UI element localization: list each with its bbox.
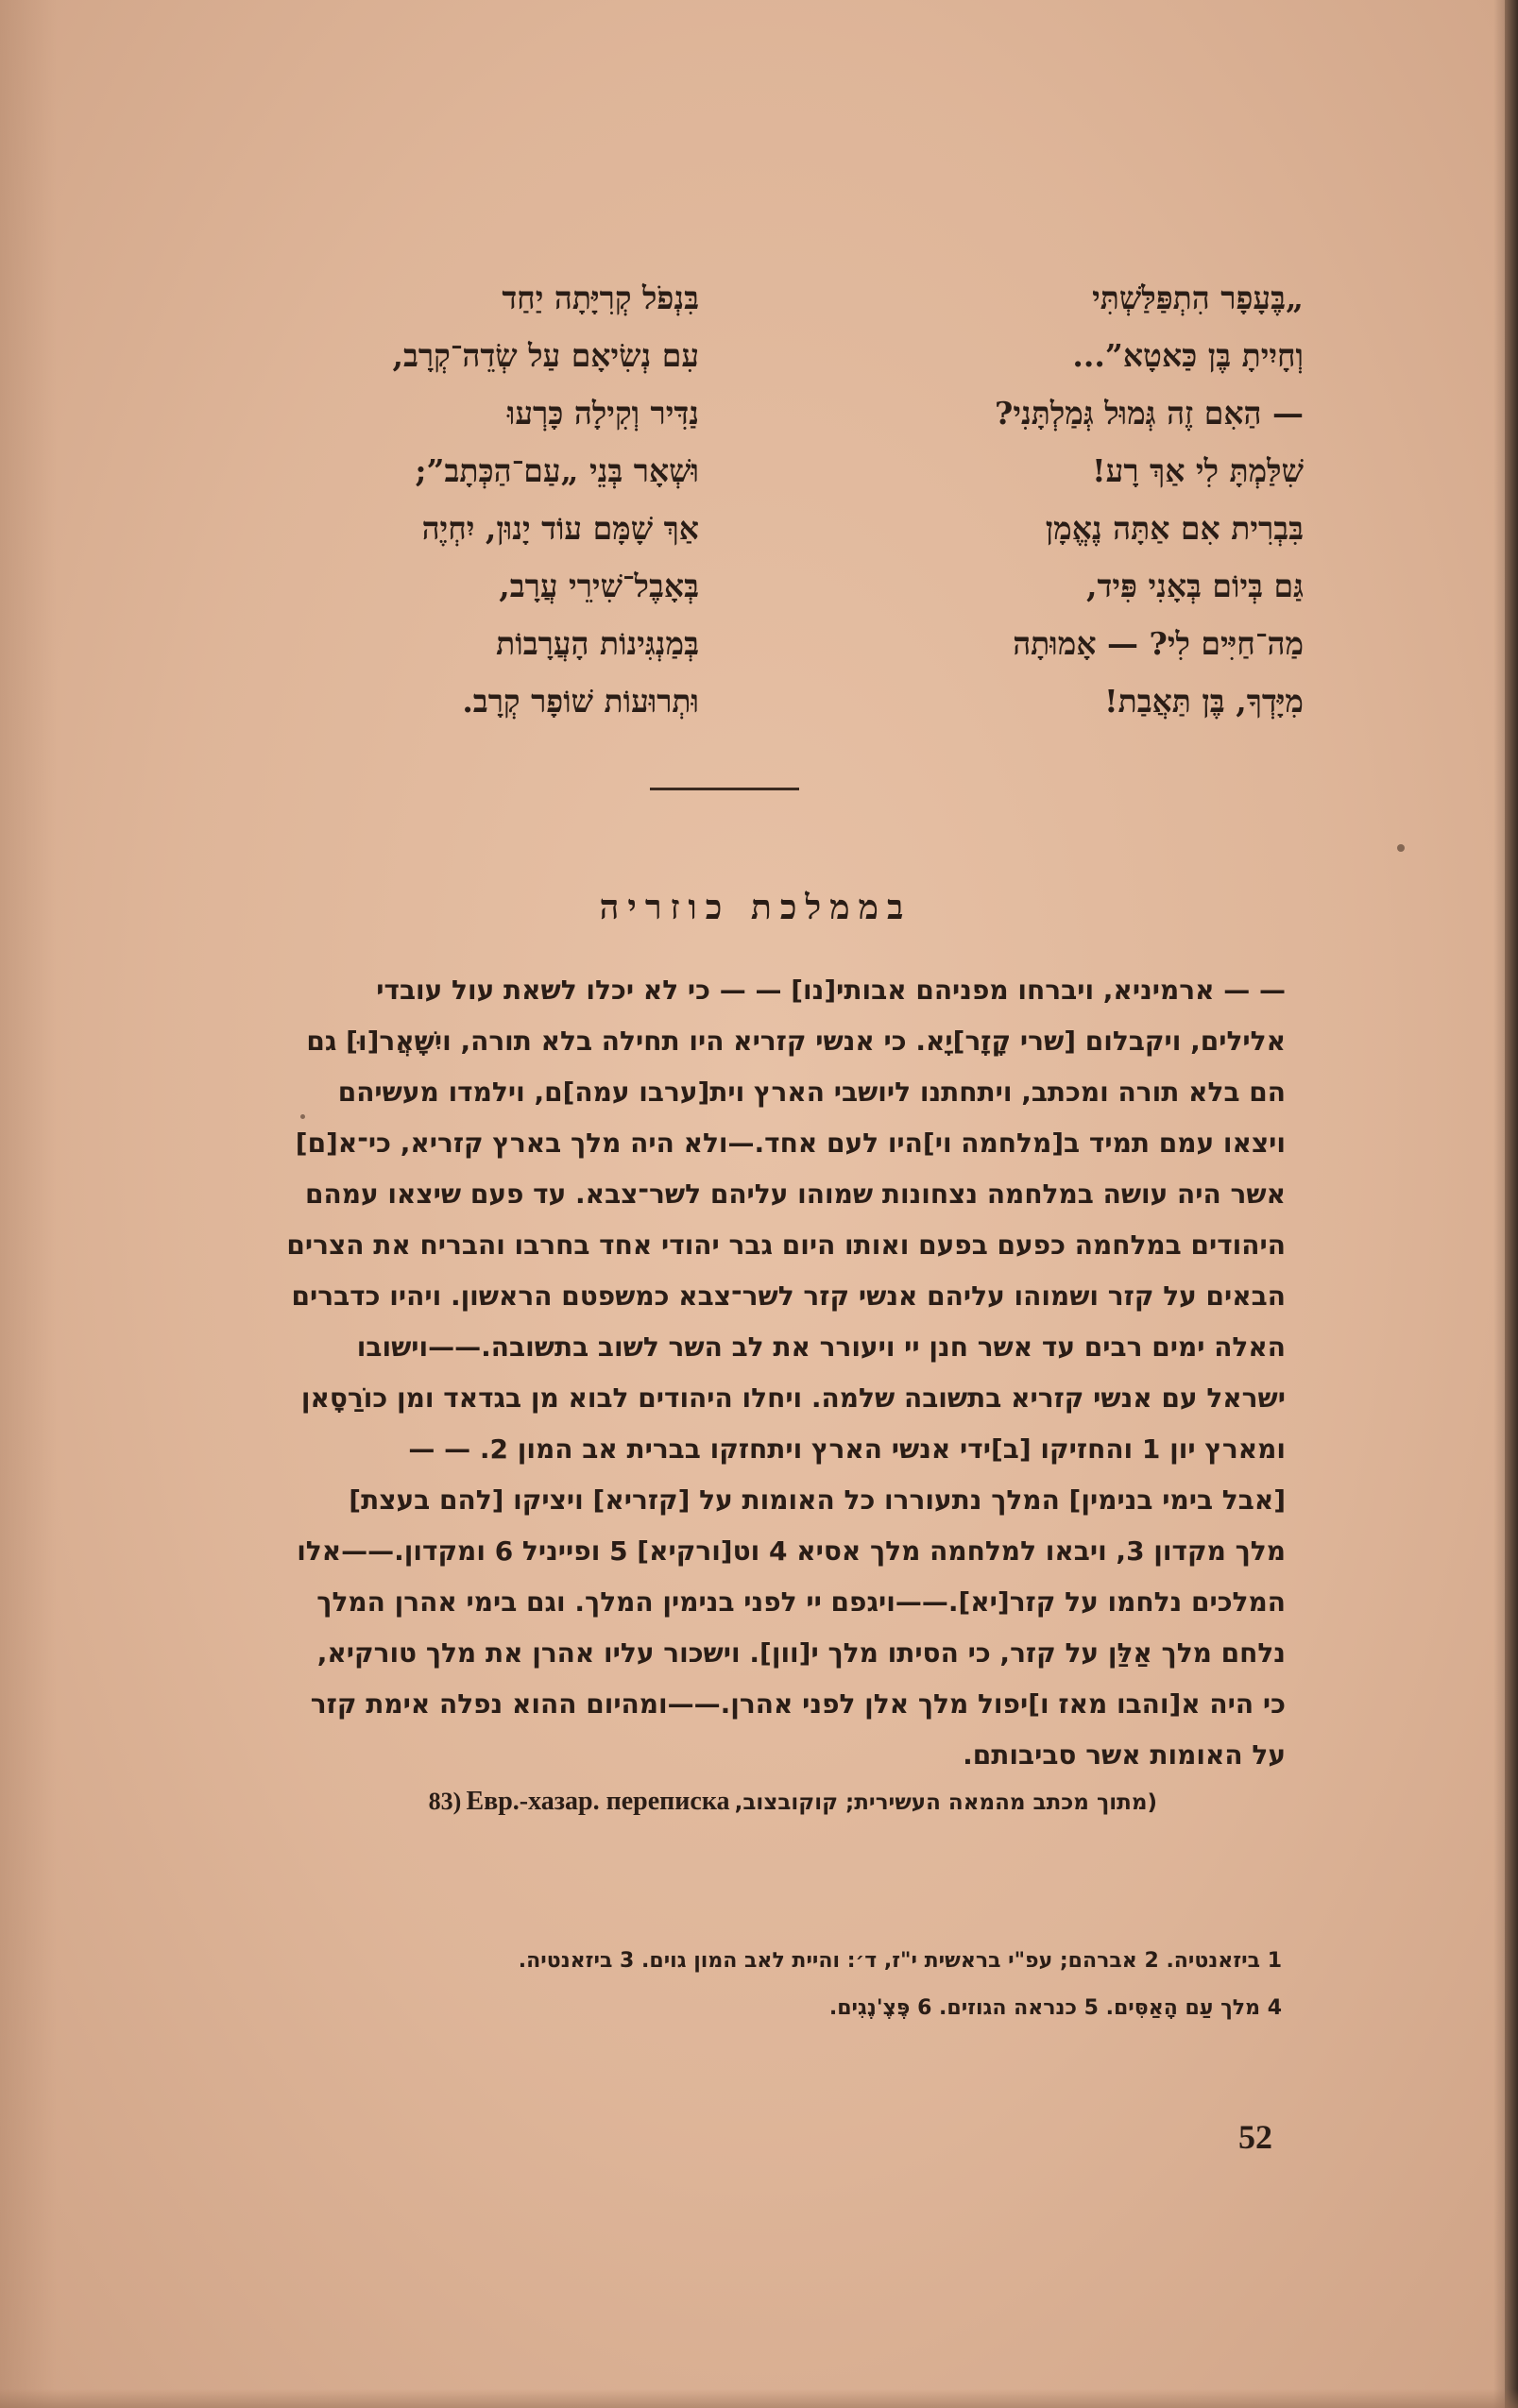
ink-spot [300,1114,305,1119]
section-divider [650,788,799,790]
page-bottom-shadow [0,2389,1518,2408]
footnotes [148,1938,1282,2032]
poem-line: וּתְרוּעוֹת שׁוֹפָר קְרָב. [462,683,699,720]
source-citation-russian: Евр.-хазар. переписка [466,1787,730,1816]
poem [264,269,1304,751]
poem-line: בְּמַנְגִּינוֹת הָעֲרָבוֹת [496,625,699,662]
prose-line: ויצאו עמם תמיד ב[מלחמה וי]היו לעם אחד.—ולא היה מלך בארץ קזריא, כי־א[ם] [295,1128,1286,1159]
prose-line: נלחם מלך אַלַּן על קזר, כי הסיתו מלך י[וון]. וישכור עליו אהרן את מלך טורקיא, [316,1637,1286,1669]
prose-line: הם בלא תורה ומכתב, ויתחתנו ליושבי הארץ וית[ערבו עמה]ם, וילמדו מעשיהם [337,1077,1286,1108]
prose-line: הבאים על קזר ושמוהו עליהם אנשי קזר לשר־צבא כמשפטם הראשון. ויהיו כדברים [291,1280,1286,1312]
prose-line: האלה ימים רבים עד אשר חנן יי ויעורר את לב השר לשוב בתשובה.——וישובו [356,1331,1286,1363]
prose-line: [אבל בימי בנימין] המלך נתעוררו כל האומות על [קזריא] ויציקו [להם בעצת] [349,1484,1286,1516]
poem-line: אַךְ שָׁמָּם עוֹד יָנוּן, יִחְיֶה [421,510,699,547]
poem-line: בִּבְרִית אִם אַתָּה נֶאֱמָן [1045,510,1304,547]
prose-line: מלך מקדון 3, ויבאו למלחמה מלך אסיא 4 וט[ורקיא] 5 ופייניל 6 ומקדון.——אלו [297,1535,1286,1567]
section-heading: בממלכת כוזריה [599,888,913,927]
poem-line: נַדִּיר וְקִילָה כָּרְעוּ [506,395,699,432]
poem-line: „בֶּעָפָר הִתְפַּלַּשְׁתִּי [1092,280,1304,316]
prose-line: ישראל עם אנשי קזריא בתשובה שלמה. ויחלו היהודים לבוא מן בגדאד ומן כוֹרַסָאן [300,1382,1286,1414]
page-number: 52 [1238,2118,1272,2156]
prose-line: המלכים נלחמו על קזר[יא].——ויגפם יי לפני בנימין המלך. וגם בימי אהרן המלך [316,1586,1286,1618]
poem-line: עִם נְשִׂיאָם עַל שְׂדֵה־קְרָב, [392,337,699,374]
poem-column-right [860,269,1304,730]
prose-line: אלילים, ויקבלום [שרי קָזָר]יָא. כי אנשי קזריא היו תחילה בלא תורה, ויִשָּׁאֲר[וּ] גם [306,1026,1286,1057]
poem-line: מַה־חַיִּים לִי? — אָמוּתָה [1013,625,1304,662]
prose-line: אשר היה עושה במלחמה נצחונות שמוהו עליהם לשר־צבא. עד פעם שיצאו עמהם [304,1179,1286,1210]
ink-spot [1397,844,1405,852]
poem-line: וְחָיִיתָ בֶּן כַּאטָא”... [1072,337,1304,374]
prose-line: היהודים במלחמה כפעם בפעם ואותו היום גבר יהודי אחד בחרבו והבריח את הצרים [286,1229,1286,1261]
poem-line: מִיָּדְךָ, בֶּן תַּאֲבַת! [1104,683,1304,720]
prose-line: על האומות אשר סביבותם. [963,1739,1286,1771]
footnote-line: 4 מלך עַם הָאַסִּים. 5 כנראה הגוזים. 6 פֶּצֶ'נֶגִים. [828,1996,1282,2020]
page-edge-shadow [1505,0,1518,2408]
source-citation-hebrew: (מתוך מכתב מהמאה העשירית; קוקובצוב, [734,1790,1157,1815]
prose-line: ומארץ יון 1 והחזיקו [ב]ידי אנשי הארץ ויתחזקו בברית אב המון 2. — — [408,1433,1286,1465]
poem-line: בִּנְפֹל קְרִיָּתָה יַחַד [502,280,699,316]
poem-column-left [255,269,699,730]
poem-line: שִׁלַּמְתָּ לִי אַךְ רָע! [1092,452,1304,489]
prose-line: — — ארמיניא, ויברחו מפניהם אבותי[נו] — — כי לא יכלו לשאת עול עובדי [376,975,1286,1006]
poem-line: גַּם בְּיוֹם בְּאָנִי פִּיד, [1086,568,1304,604]
source-citation [118,1787,1157,1817]
prose-body [168,965,1286,1781]
poem-line: בְּאָבֶל־שִׁירֵי עֲרָב, [499,568,699,604]
prose-line: כי היה א[והבו מאז ו]יפול מלך אלן לפני אהרן.——ומהיום ההוא נפלה אימת קזר [310,1688,1286,1720]
footnote-line: 1 ביזאנטיה. 2 אברהם; עפ"י בראשית י"ז, ד׳: והיית לאב המון גוים. 3 ביזאנטיה. [518,1949,1282,1973]
poem-line: — הַאִם זֶה גְּמוּל גְּמַלְתָּנִי? [995,395,1304,432]
source-citation-page: 83) [428,1788,462,1815]
poem-line: וּשְׁאָר בְּנֵי „עַם־הַכְּתָב”; [415,452,699,489]
